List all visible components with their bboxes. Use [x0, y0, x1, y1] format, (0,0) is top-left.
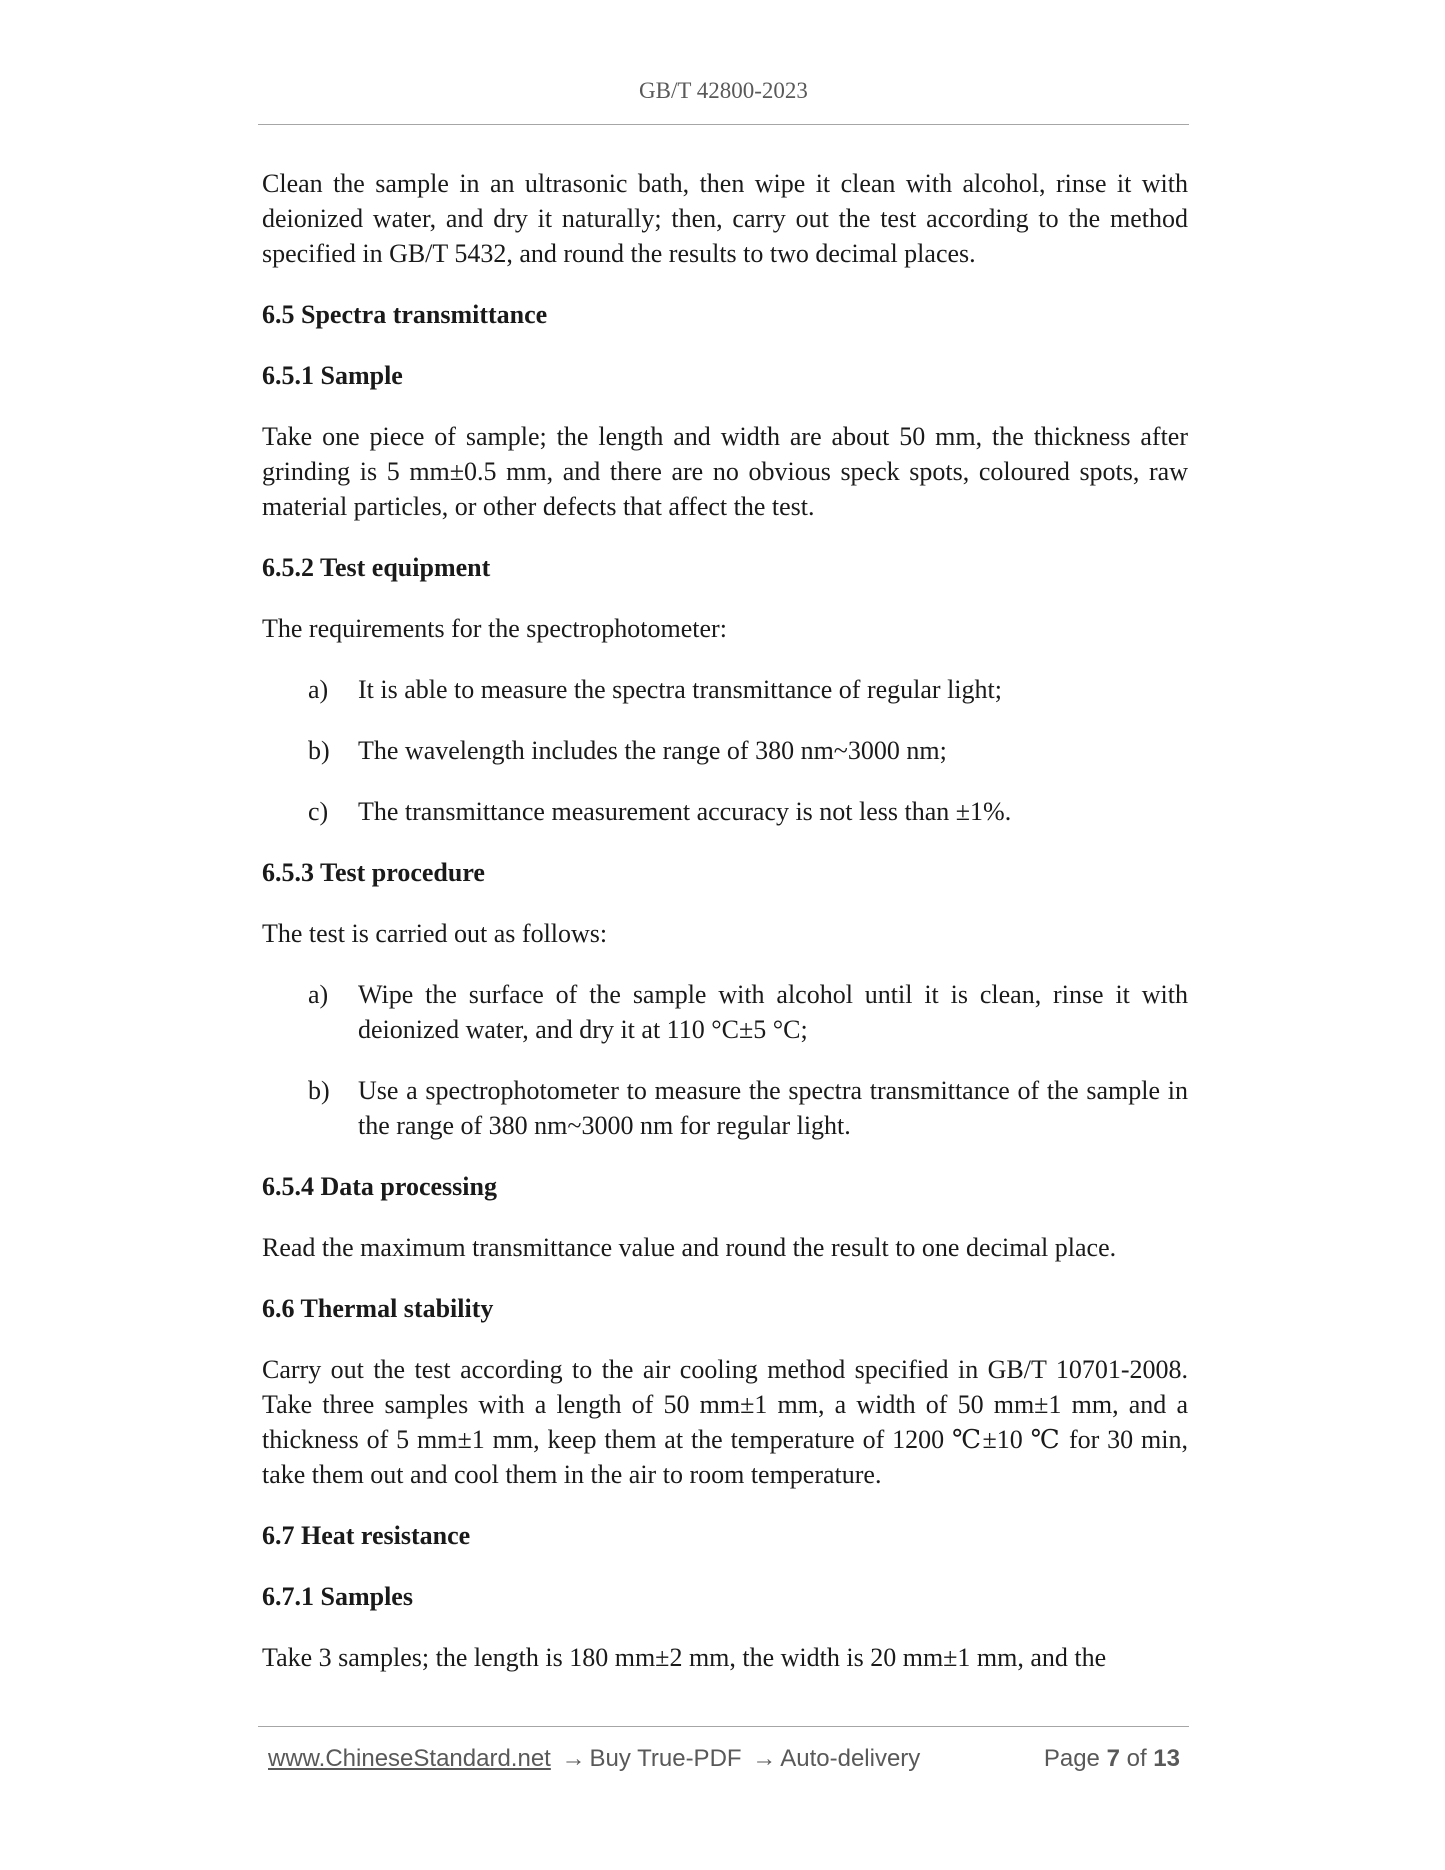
list-item-text: Wipe the surface of the sample with alcohol until it is clean, rinse it with deionized water, and dry it at 110 °C±5 °C; — [358, 980, 1188, 1044]
auto-delivery-text: Auto-delivery — [780, 1745, 921, 1772]
footer-links — [268, 1745, 920, 1773]
current-page-number: 7 — [1106, 1745, 1120, 1772]
paragraph-6-6: Carry out the test according to the air cooling method specified in GB/T 10701-2008. Take three samples with a length of 50 mm±1 mm, a width of 50 mm±1 mm, and a thickness of 5 mm±1 mm, keep them at the temperature of 1200 ℃±10 ℃ for 30 min, take them out and cool them in the air to room temperature. — [262, 1355, 1188, 1489]
heading-6-6: 6.6 Thermal stability — [262, 1294, 494, 1323]
heading-6-5-2: 6.5.2 Test equipment — [262, 553, 491, 582]
list-marker: b) — [308, 736, 330, 765]
header-divider — [258, 124, 1189, 125]
list-marker: b) — [308, 1076, 330, 1105]
paragraph-6-5-4: Read the maximum transmittance value and round the result to one decimal place. — [262, 1233, 1117, 1262]
buy-true-pdf-text: Buy True-PDF — [589, 1745, 742, 1772]
heading-6-5-4: 6.5.4 Data processing — [262, 1172, 497, 1201]
list-item — [262, 672, 1188, 707]
paragraph-6-5-2: The requirements for the spectrophotometer: — [262, 614, 727, 643]
heading-6-5-3: 6.5.3 Test procedure — [262, 858, 485, 887]
heading-6-5-1: 6.5.1 Sample — [262, 361, 403, 390]
page-number — [1044, 1745, 1180, 1773]
page-footer — [268, 1745, 1188, 1781]
heading-6-7: 6.7 Heat resistance — [262, 1521, 471, 1550]
list-item-text: The transmittance measurement accuracy is not less than ±1%. — [358, 797, 1012, 826]
arrow-right-icon: → — [561, 1745, 586, 1772]
list-item — [262, 1073, 1188, 1143]
page-content — [262, 166, 1188, 1701]
website-link[interactable]: www.ChineseStandard.net — [268, 1745, 551, 1772]
list-item — [262, 977, 1188, 1047]
list-marker: a) — [308, 980, 329, 1009]
heading-6-5: 6.5 Spectra transmittance — [262, 300, 548, 329]
list-marker: a) — [308, 675, 329, 704]
page-header-standard-number: GB/T 42800-2023 — [639, 78, 808, 103]
list-item-text: Use a spectrophotometer to measure the spectra transmittance of the sample in the range of 380 nm~3000 nm for regular light. — [358, 1076, 1188, 1140]
paragraph-6-5-3: The test is carried out as follows: — [262, 919, 608, 948]
list-item — [262, 733, 1188, 768]
page-label: Page — [1043, 1745, 1100, 1772]
arrow-right-icon: → — [752, 1745, 777, 1772]
paragraph-6-5-1: Take one piece of sample; the length and width are about 50 mm, the thickness after grinding is 5 mm±0.5 mm, and there are no obvious speck spots, coloured spots, raw material particles, or other defects that affect the test. — [262, 422, 1188, 521]
total-pages-number: 13 — [1153, 1745, 1180, 1772]
list-item-text: It is able to measure the spectra transmittance of regular light; — [358, 675, 1002, 704]
list-marker: c) — [308, 797, 329, 826]
footer-divider — [258, 1726, 1189, 1727]
paragraph-intro: Clean the sample in an ultrasonic bath, then wipe it clean with alcohol, rinse it with deionized water, and dry it naturally; then, carry out the test according to the method specified in GB/T 5432, and round the results to two decimal places. — [262, 169, 1188, 268]
of-label: of — [1126, 1745, 1147, 1772]
paragraph-6-7-1: Take 3 samples; the length is 180 mm±2 mm, the width is 20 mm±1 mm, and the — [262, 1643, 1107, 1672]
heading-6-7-1: 6.7.1 Samples — [262, 1582, 413, 1611]
list-item-text: The wavelength includes the range of 380 nm~3000 nm; — [358, 736, 947, 765]
list-item — [262, 794, 1188, 829]
